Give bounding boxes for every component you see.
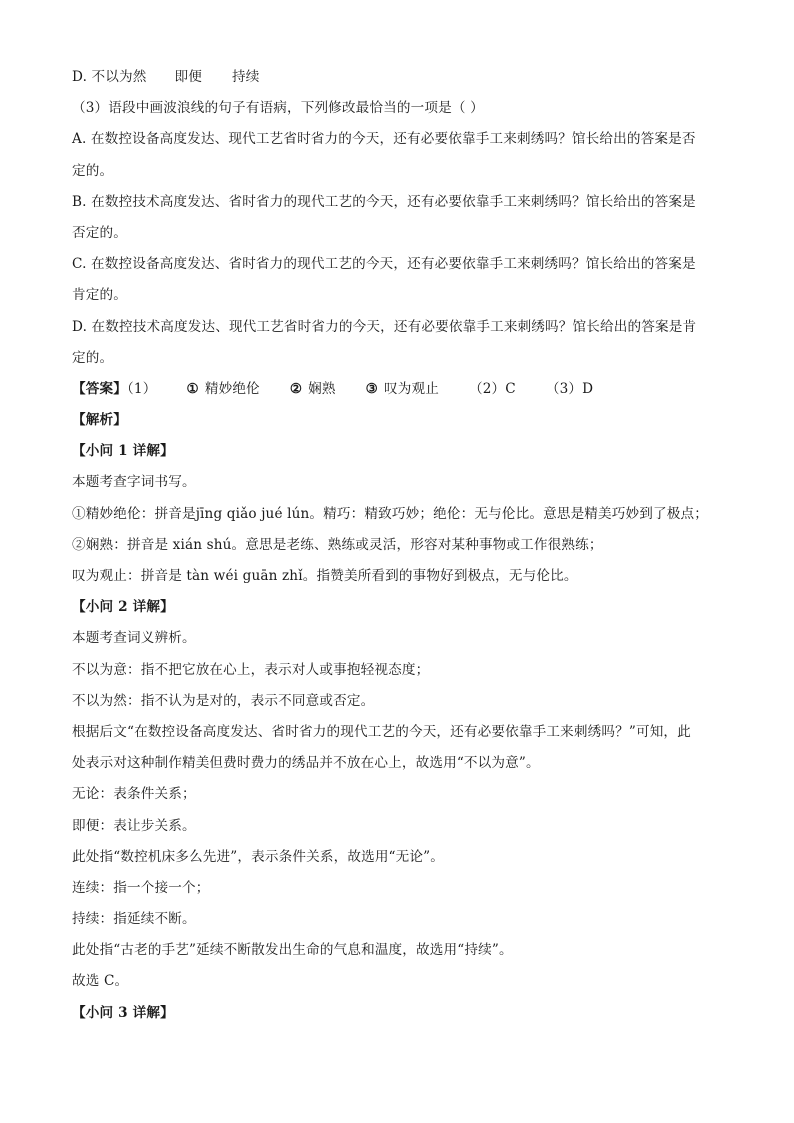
sub1-line: 本题考查字词书写。 (72, 474, 196, 491)
answer-part3: （3）D (545, 380, 594, 397)
q2-option-d (72, 62, 722, 93)
answer-part1: （1） (126, 380, 157, 397)
sub1-line: ②娴熟：拼音是 xián shú。意思是老练、熟练或灵活，形容对某种事物或工作很熟练； (72, 536, 603, 553)
sub2-line: 连续：指一个接一个； (72, 879, 210, 896)
sub2-line: 不以为意：指不把它放在心上，表示对人或事抱轻视态度； (72, 661, 430, 678)
sub2-line: 根据后文“在数控设备高度发达、省时省力的现代工艺的今天，还有必要依靠手工来刺绣吗？”可知，此 (72, 723, 691, 740)
q3-option-d-line2: 定的。 (72, 349, 114, 366)
sub2-line: 持续：指延续不断。 (72, 911, 196, 928)
q2-option-d-word3: 持续 (231, 69, 260, 85)
sub2-line: 即便：表让步关系。 (72, 817, 196, 834)
document-body (72, 62, 722, 1029)
analysis-label: 【解析】 (72, 412, 127, 429)
sub1-line: 叹为观止：拼音是 tàn wéi guān zhǐ。指赞美所看到的事物好到极点，无与伦比。 (72, 568, 578, 584)
sub2-line: 不以为然：指不认为是对的，表示不同意或否定。 (72, 692, 375, 709)
answer-part2: （2）C (468, 380, 516, 397)
sub2-line: 此处指“数控机床多么先进”，表示条件关系，故选用“无论”。 (72, 848, 444, 865)
answer-3-number: ③ (365, 380, 378, 397)
answer-1: 精妙绝伦 (204, 380, 260, 397)
sub2-line: 故选 C。 (72, 973, 129, 990)
sub2-line: 此处指“古老的手艺”延续不断散发出生命的气息和温度，故选用“持续”。 (72, 942, 513, 959)
answer-2: 娴熟 (308, 380, 336, 397)
sub2-heading: 【小问 2 详解】 (72, 599, 174, 616)
q2-option-d-word2: 即便 (174, 69, 202, 85)
q3-option-a-line2: 定的。 (72, 162, 114, 179)
answer-3: 叹为观止 (384, 380, 439, 397)
answer-2-number: ② (289, 380, 303, 397)
sub1-line: ①精妙绝伦：拼音是jīng qiǎo jué lún。精巧：精致巧妙；绝伦：无与伦比。意思是精美巧妙到了极点； (72, 505, 709, 522)
q3-option-a-line1: A. 在数控设备高度发达、现代工艺省时省力的今天，还有必要依靠手工来刺绣吗？馆长给出的答案是否 (72, 131, 696, 148)
answer-line (72, 374, 722, 405)
sub2-line: 处表示对这种制作精美但费时费力的绣品并不放在心上，故选用“不以为意”。 (72, 755, 540, 772)
q3-option-c-line1: C. 在数控设备高度发达、省时省力的现代工艺的今天，还有必要依靠手工来刺绣吗？馆长给出的答案是 (72, 256, 696, 273)
answer-1-number: ① (186, 380, 199, 397)
sub2-line: 无论：表条件关系； (72, 786, 196, 803)
q3-option-c-line2: 肯定的。 (72, 287, 127, 304)
q3-option-b-line1: B. 在数控技术高度发达、省时省力的现代工艺的今天，还有必要依靠手工来刺绣吗？馆长给出的答案是 (72, 193, 696, 210)
sub2-line: 本题考查词义辨析。 (72, 630, 196, 647)
sub1-heading: 【小问 1 详解】 (72, 443, 174, 460)
sub3-heading: 【小问 3 详解】 (72, 1004, 174, 1021)
q2-option-d-label: D. 不以为然 (72, 69, 147, 85)
answer-label: 【答案】 (72, 380, 127, 397)
q3-option-d-line1: D. 在数控技术高度发达、现代工艺省时省力的今天，还有必要依靠手工来刺绣吗？馆长给出的答案是肯 (72, 318, 697, 335)
q3-option-b-line2: 否定的。 (72, 224, 127, 241)
q3-stem: （3）语段中画波浪线的句子有语病，下列修改最恰当的一项是（ ） (72, 100, 484, 117)
